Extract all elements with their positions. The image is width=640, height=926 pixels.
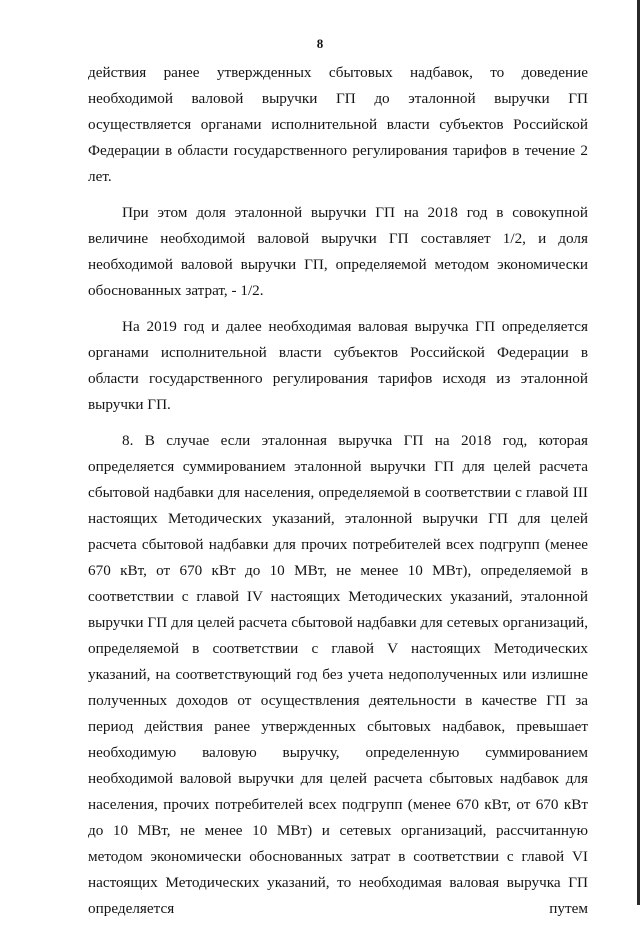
paragraph-share-2018: При этом доля эталонной выручки ГП на 2018 год в совокупной величине необходимой валовой выручки ГП составляет 1/2, и доля необходимой валовой выручки ГП, определяемой методом экономически обоснованных затрат, - 1/2. (88, 204, 588, 299)
paragraph-2019-onward: На 2019 год и далее необходимая валовая выручка ГП определяется органами исполнительной власти субъектов Российской Федерации в области государственного регулирования тарифов исходя из эталонной выручки ГП. (88, 318, 588, 413)
paragraph-item-8: 8. В случае если эталонная выручка ГП на 2018 год, которая определяется суммированием эталонной выручки ГП для целей расчета сбытовой надбавки для населения, определяемой в соответствии с главой III настоящих Методических указаний, эталонной выручки ГП для целей расчета сбытовой надбавки для прочих потребителей всех подгрупп (менее 670 кВт, от 670 кВт до 10 МВт, не менее 10 МВт), определяемой в соответствии с главой IV настоящих Методических указаний, эталонной выручки ГП для целей расчета сбытовой надбавки для сетевых организаций, определяемой в соответствии с главой V настоящих Методических указаний, на соответствующий год без учета недополученных или излишне полученных доходов от осуществления деятельности в качестве ГП за период действия ранее утвержденных сбытовых надбавок, превышает необходимую валовую выручку, определенную суммированием необходимой валовой выручки для целей расчета сбытовых надбавок для населения, прочих потребителей всех подгрупп (менее 670 кВт, от 670 кВт до 10 МВт, не менее 10 МВт) и сетевых организаций, рассчитанную методом экономически обоснованных затрат в соответствии с главой VI настоящих Методических указаний, то необходимая валовая выручка ГП определяется путем (88, 432, 588, 917)
paragraph-continuation: действия ранее утвержденных сбытовых надбавок, то доведение необходимой валовой выручки ГП до эталонной выручки ГП осуществляется органами исполнительной власти субъектов Российской Федерации в области государственного регулирования тарифов в течение 2 лет. (88, 64, 588, 185)
document-body (88, 60, 588, 926)
page-number: 8 (316, 36, 324, 51)
